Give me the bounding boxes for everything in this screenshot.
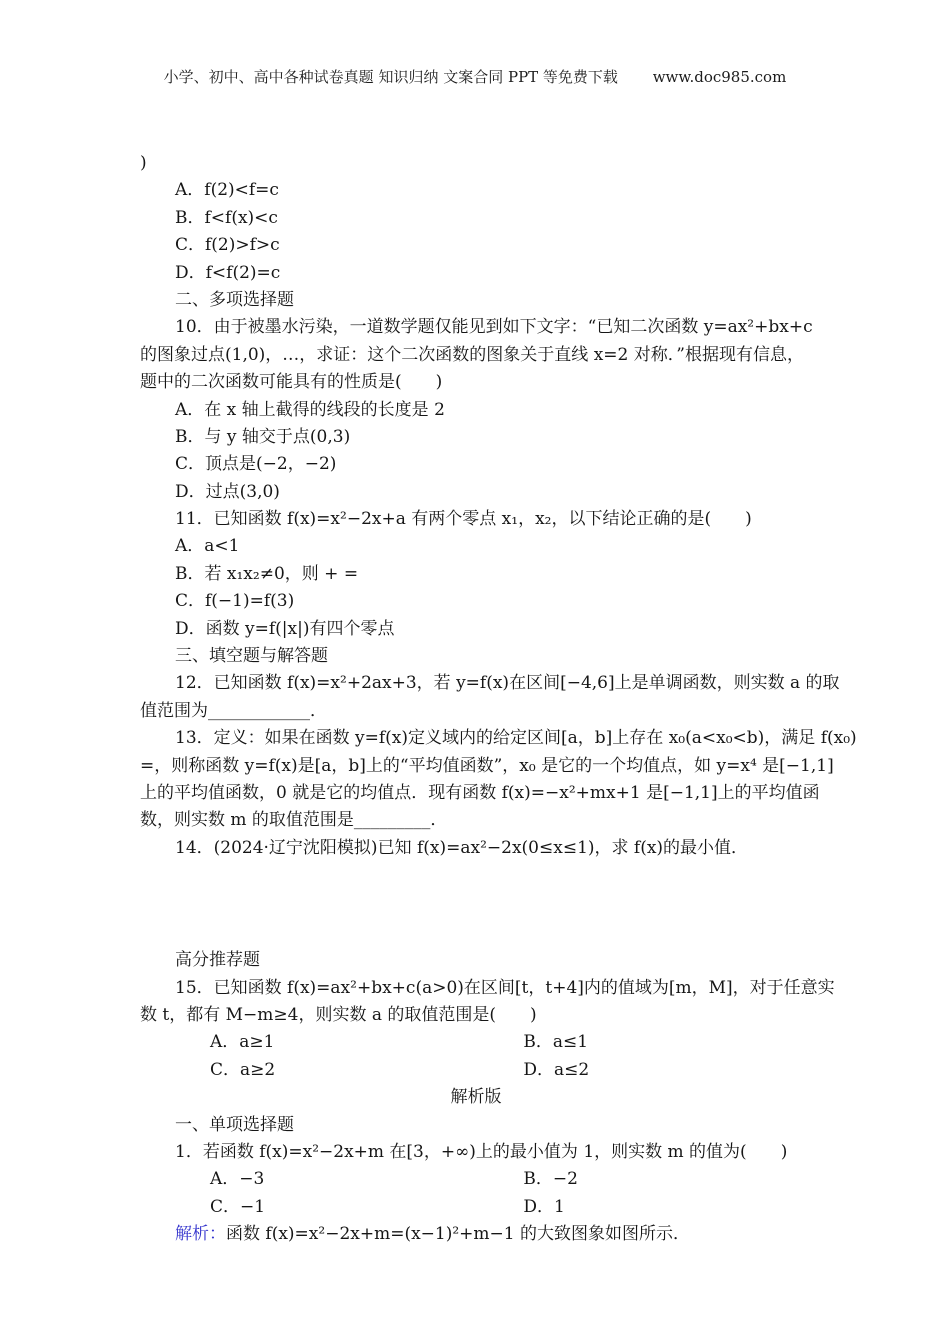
q9-option-c: C．f(2)>f>c (175, 235, 280, 256)
q15-option-d: D．a≤2 (523, 1059, 590, 1080)
q11-stem: 11．已知函数 f(x)=x²−2x+a 有两个零点 x₁，x₂，以下结论正确的是( ) (175, 509, 752, 530)
q14-stem: 14．(2024·辽宁沈阳模拟)已知 f(x)=ax²−2x(0≤x≤1)，求 f(x)的最小值． (175, 837, 749, 858)
q15-option-b: B．a≤1 (523, 1032, 589, 1053)
analysis-label: 解析： (175, 1224, 226, 1245)
answer-q1-stem: 1．若函数 f(x)=x²−2x+m 在[3，+∞)上的最小值为 1，则实数 m 的值为( ) (175, 1141, 788, 1162)
answer-q1-options-row-2 (140, 1194, 812, 1221)
q9-option-a: A．f(2)<f=c (175, 180, 279, 201)
header-promo-text: 小学、初中、高中各种试卷真题 知识归纳 文案合同 PPT 等免费下载 (163, 68, 618, 86)
q11-option-d: D．函数 y=f(|x|)有四个零点 (175, 618, 395, 639)
answer-q1-option-b: B．−2 (523, 1169, 578, 1190)
q9-closing-paren: ) (140, 153, 147, 173)
q10-option-b: B．与 y 轴交于点(0,3) (175, 426, 351, 447)
q12-stem-line-1: 12．已知函数 f(x)=x²+2ax+3，若 y=f(x)在区间[−4,6]上是单调函数，则实数 a 的取 (175, 673, 840, 694)
answer-q1-options-row-1 (140, 1166, 812, 1193)
q15-options-row-1 (140, 1029, 812, 1056)
section-2-heading: 二、多项选择题 (175, 289, 294, 310)
q13-stem-line-1: 13．定义：如果在函数 y=f(x)定义域内的给定区间[a，b]上存在 x₀(a<x₀<b)，满足 f(x₀) (175, 728, 857, 749)
q10-stem-line-1: 10．由于被墨水污染，一道数学题仅能见到如下文字：“已知二次函数 y=ax²+bx+c (175, 317, 813, 338)
answer-q1-option-d: D．1 (523, 1196, 565, 1217)
q11-option-b: B．若 x₁x₂≠0，则 + = (175, 563, 359, 584)
q11-option-c: C．f(−1)=f(3) (175, 591, 295, 612)
answer-q1-option-c: C．−1 (210, 1196, 266, 1217)
q15-stem-line-2: 数 t，都有 M−m≥4，则实数 a 的取值范围是( ) (140, 1004, 537, 1025)
analysis-text: 函数 f(x)=x²−2x+m=(x−1)²+m−1 的大致图象如图所示． (226, 1224, 691, 1245)
header-site-url: www.doc985.com (652, 68, 787, 86)
q10-option-a: A．在 x 轴上截得的线段的长度是 2 (175, 399, 445, 420)
q15-option-c: C．a≥2 (210, 1059, 276, 1080)
q13-stem-line-3: 上的平均值函数，0 就是它的均值点．现有函数 f(x)=−x²+mx+1 是[−1,1]上的平均值函 (140, 782, 820, 803)
document-content (140, 150, 857, 1248)
q13-stem-line-2: =，则称函数 y=f(x)是[a，b]上的“平均值函数”，x₀ 是它的一个均值点，如 y=x⁴ 是[−1,1] (140, 755, 834, 776)
q15-stem-line-1: 15．已知函数 f(x)=ax²+bx+c(a>0)在区间[t，t+4]内的值域为[m，M]，对于任意实 (175, 977, 835, 998)
bonus-section-heading: 高分推荐题 (175, 950, 260, 971)
q9-option-b: B．f<f(x)<c (175, 207, 278, 228)
answer-q1-analysis-line (140, 1221, 812, 1248)
q12-stem-line-2-blank: 值范围为____________． (140, 700, 327, 721)
q11-option-a: A．a<1 (175, 536, 240, 557)
q10-stem-line-3: 题中的二次函数可能具有的性质是( ) (140, 372, 443, 393)
page-header (0, 66, 950, 87)
blank-gap (140, 862, 812, 947)
answers-section-1-heading: 一、单项选择题 (175, 1114, 294, 1135)
q13-stem-line-4-blank: 数，则实数 m 的取值范围是_________． (140, 810, 448, 831)
q15-options-row-2 (140, 1057, 812, 1084)
q9-option-d: D．f<f(2)=c (175, 262, 281, 283)
q10-stem-line-2: 的图象过点(1,0)，…，求证：这个二次函数的图象关于直线 x=2 对称．”根据现有信息， (140, 344, 804, 365)
q10-option-d: D．过点(3,0) (175, 481, 280, 502)
answer-q1-option-a: A．−3 (210, 1169, 265, 1190)
section-3-heading: 三、填空题与解答题 (175, 646, 328, 667)
answer-section-heading: 解析版 (450, 1087, 502, 1108)
q15-option-a: A．a≥1 (210, 1032, 275, 1053)
q10-option-c: C．顶点是(−2，−2) (175, 454, 337, 475)
